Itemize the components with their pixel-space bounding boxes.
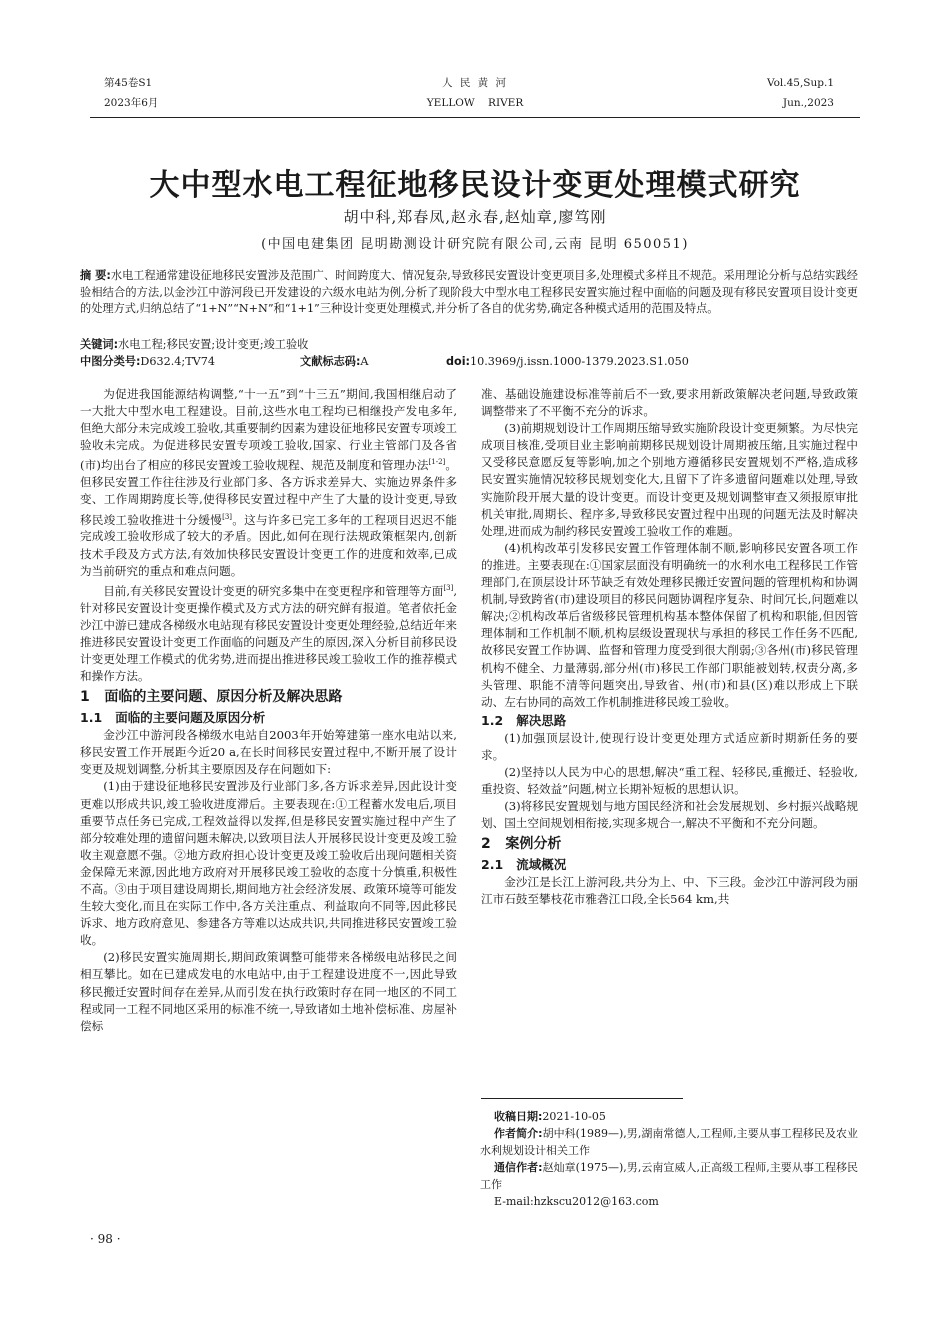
section-heading-2: 2 案例分析	[481, 836, 562, 853]
doi-label: doi:	[446, 355, 471, 368]
classification-line	[80, 354, 858, 371]
paragraph: (2)移民安置实施周期长,期间政策调整可能带来各梯级电站移民之间相互攀比。如在已建成发电的水电站中,由于工程建设进度不一,因此导致移民搬迁安置时间存在差异,从而引发在执行政策时存在同一地区的不同工程或同一工程不同地区采用的标准不统一,导致诸如土地补偿标准、房屋补偿标	[80, 950, 457, 1033]
clc-label: 中图分类号:	[80, 355, 141, 368]
left-column	[80, 386, 457, 1035]
section-heading-2-1: 2.1 流域概况	[481, 857, 567, 873]
paragraph: 金沙江中游河段各梯级水电站自2003年开始筹建第一座水电站以来,移民安置工作开展距今近20 a,在长时间移民安置过程中,不断开展了设计变更及规划调整,分析其主要原因及存在问题如下:	[80, 728, 457, 777]
header-volume-en: Vol.45,Sup.1	[766, 77, 834, 89]
doccode-label: 文献标志码:	[300, 355, 361, 368]
intro-paragraph-2: 目前,有关移民安置设计变更的研究多集中在变更程序和管理等方面[3],针对移民安置设计变更操作模式及方式方法的研究鲜有报道。笔者依托金沙江中游已建成各梯级水电站现有移民安置设计变更处理经验,总结近年来推进移民安置设计变更工作面临的问题及产生的原因,深入分析目前移民设计变更处理工作模式的优劣势,进而提出推进移民竣工验收工作的推荐模式和操作方法。	[80, 583, 457, 684]
right-column	[481, 386, 858, 909]
paragraph: (3)将移民安置规划与地方国民经济和社会发展规划、乡村振兴战略规划、国土空间规划相衔接,实现多规合一,解决不平衡和不充分问题。	[481, 799, 858, 831]
footnote-rule	[481, 1098, 683, 1099]
header-volume: 第45卷S1	[104, 77, 153, 89]
section-heading-1-1: 1.1 面临的主要问题及原因分析	[80, 710, 266, 726]
doi: 10.3969/j.issn.1000-1379.2023.S1.050	[470, 355, 689, 368]
corresponding-label: 通信作者:	[494, 1161, 543, 1174]
author-bio: 胡中科(1989—),男,湖南常德人,工程师,主要从事工程移民及农业水利规划设计相关工作	[480, 1127, 859, 1157]
abstract	[80, 268, 858, 318]
clc-code: D632.4;TV74	[140, 355, 215, 368]
section-heading-1-2: 1.2 解决思路	[481, 712, 567, 728]
paragraph: (1)由于建设征地移民安置涉及行业部门多,各方诉求差异,因此设计变更难以形成共识,竣工验收进度滞后。主要表现在:①工程蓄水发电后,项目重要节点任务已完成,工程效益得以发挥,但是移民安置实施过程中产生了部分较难处理的遗留问题未解决,以致项目法人开展移民设计变更及竣工验收主观意愿不强。②地方政府担心设计变更及竣工验收后出现问题相关资金保障无来源,因此地方政府对开展移民竣工验收的态度十分慎重,积极性不高。③由于项目建设周期长,期间地方社会经济发展、政策环境等可能发生较大变化,而且在实际工作中,各方关注重点、利益取向不同等,因此移民诉求、地方政府意见、参建各方等难以达成共识,共同推进移民安置竣工验收。	[80, 779, 457, 948]
paragraph: (3)前期规划设计工作周期压缩导致实施阶段设计变更频繁。为尽快完成项目核准,受项目业主影响前期移民规划设计周期被压缩,且实施过程中又受移民意愿反复等影响,加之个别地方遵循移民安置规划不严格,造成移民安置实施情况较移民规划变化大,且留下了许多遗留问题难以处理,导致实施阶段开展大量的设计变更。而设计变更及规划调整审查又须报原审批机关审批,周期长、程序多,导致移民安置过程中出现的问题无法及时解决处理,进而成为制约移民安置竣工验收工作的难题。	[481, 421, 858, 538]
keywords-text: 水电工程;移民安置;设计变更;竣工验收	[118, 338, 309, 351]
abstract-text: 水电工程通常建设征地移民安置涉及范围广、时间跨度大、情况复杂,导致移民安置设计变更项目多,处理模式多样且不规范。采用理论分析与总结实践经验相结合的方法,以金沙江中游河段已开发建设的六级水电站为例,分析了现阶段大中型水电工程移民安置实施过程中面临的问题及现有移民安置项目设计变更的处理方式,归纳总结了“1+N”“N+N”和“1+1”三种设计变更处理模式,并分析了各自的优劣势,确定各种模式适用的范围及特点。	[80, 269, 858, 315]
header-rule	[90, 117, 860, 118]
author-bio-label: 作者简介:	[494, 1127, 543, 1140]
corresponding-author: 赵灿章(1975—),男,云南宣威人,正高级工程师,主要从事工程移民工作	[480, 1161, 859, 1191]
header-date-en: Jun.,2023	[782, 97, 834, 109]
paragraph: 准、基础设施建设标准等前后不一致,要求用新政策解决老问题,导致政策调整带来了不平衡不充分的诉求。	[481, 387, 858, 419]
paragraph: 金沙江是长江上游河段,共分为上、中、下三段。金沙江中游河段为丽江市石鼓至攀枝花市雅砻江口段,全长564 km,共	[481, 875, 858, 907]
keywords-label: 关键词:	[80, 338, 119, 351]
citation: [3]	[443, 583, 454, 592]
citation: [3]	[222, 512, 233, 521]
keywords	[80, 337, 858, 354]
header-date: 2023年6月	[104, 97, 159, 109]
received-label: 收稿日期:	[494, 1110, 543, 1123]
intro-paragraph-1: 为促进我国能源结构调整,“十一五”到“十三五”期间,我国相继启动了一大批大中型水电工程建设。目前,这些水电工程均已相继投产发电多年,但绝大部分未完成竣工验收,其重要制约因素为建设征地移民安置专项竣工验收未完成。为促进移民安置专项竣工验收,国家、行业主管部门及各省(市)均出台了相应的移民安置竣工验收规程、规范及制度和管理办法[1-2]。但移民安置工作往往涉及行业部门多、各方诉求差异大、实施边界条件多变、工作周期跨度长等,使得移民安置过程中产生了大量的设计变更,导致移民竣工验收推进十分缓慢[3]。这与许多已完工多年的工程项目迟迟不能完成竣工验收形成了较大的矛盾。因此,如何在现行法规政策框架内,创新技术手段及方式方法,有效加快移民安置设计变更工作的进度和效率,已成为当前研究的重点和难点问题。	[80, 387, 457, 578]
email: E-mail:hzkscu2012@163.com	[494, 1195, 659, 1208]
page-number: · 98 ·	[90, 1232, 121, 1246]
received-date: 2021-10-05	[542, 1110, 606, 1123]
header-journal-en: YELLOW RIVER	[426, 97, 524, 109]
header-journal-cn: 人 民 黄 河	[441, 77, 508, 89]
citation: [1-2]	[428, 458, 446, 467]
paper-title: 大中型水电工程征地移民设计变更处理模式研究	[149, 168, 801, 203]
paper-affiliation: (中国电建集团 昆明勘测设计研究院有限公司,云南 昆明 650051)	[261, 237, 689, 252]
paper-authors: 胡中科,郑春凤,赵永春,赵灿章,廖笃刚	[343, 208, 607, 226]
paragraph: (2)坚持以人民为中心的思想,解决“重工程、轻移民,重搬迁、轻验收,重投资、轻效益”问题,树立长期补短板的思想认识。	[481, 764, 858, 797]
paragraph: (4)机构改革引发移民安置工作管理体制不顺,影响移民安置各项工作的推进。主要表现在:①国家层面没有明确统一的水利水电工程移民工作管理部门,在顶层设计环节缺乏有效处理移民搬迁安置问题的管理机构和协调机制,导致跨省(市)建设项目的移民问题协调程序复杂、时间冗长,问题难以解决;②机构改革后省级移民管理机构基本整体保留了机构和职能,但因管理体制和工作机制不顺,机构层级设置现状与承担的移民工作任务不匹配,故移民安置工作协调、监督和管理力度受到很大削弱;③各州(市)移民管理机构不健全、力量薄弱,部分州(市)移民工作部门职能被划转,权责分离,多头管理、职能不清等问题突出,导致省、州(市)和县(区)难以形成上下联动、左右协同的高效工作机制推进移民竣工验收。	[481, 540, 858, 709]
section-heading-1: 1 面临的主要问题、原因分析及解决思路	[80, 689, 343, 706]
abstract-label: 摘 要:	[80, 269, 111, 282]
footnote	[480, 1108, 858, 1210]
doccode: A	[360, 355, 369, 368]
paragraph: (1)加强顶层设计,使现行设计变更处理方式适应新时期新任务的要求。	[481, 730, 858, 762]
